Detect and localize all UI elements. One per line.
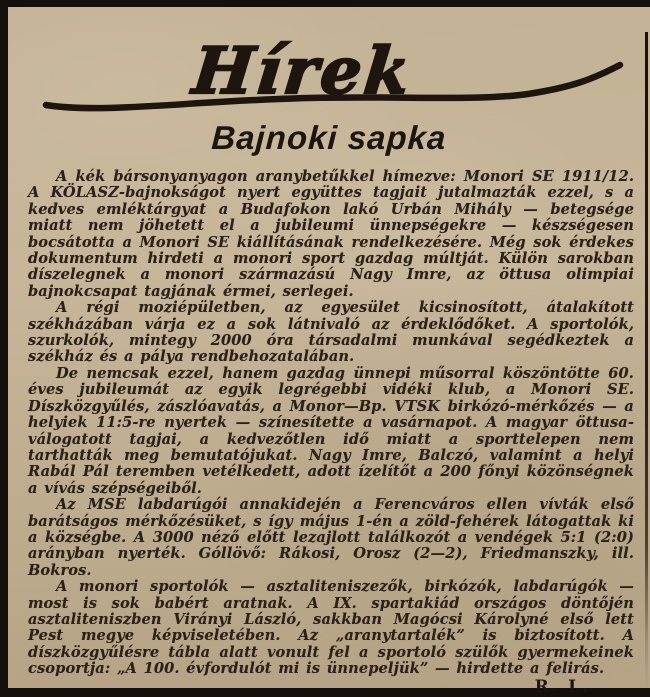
article-paragraph-1: A kék bársonyanyagon aranybetűkkel hímezve: Monori SE 1911/12. A KÖLASZ-bajnokságot nyert együttes tagjait jutalmazták ezzel, s a kedves emléktárgyat a Budafokon lakó Urbán Mihály — betegsége miatt nem jöhetett el a jubileumi ünnepségekre — készségesen bocsátotta a Monori SE kiállításának rendelkezésére. Még sok érdekes dokumentum hirdeti a monori sport gazdag múltját. Külön sarokban díszelegnek a monori származású Nagy Imre, az öttusa olimpiai bajnokcsapat tagjának érmei, serlegei. [28, 168, 634, 300]
masthead [8, 21, 650, 117]
newspaper-clipping [8, 7, 650, 697]
article-paragraph-5: A monori sportolók — asztaliteniszezők, birkózók, labdarúgók — most is sok babért aratnak. A IX. spartakiád országos döntőjén asztaliteniszben Virányi László, sakkban Magócsi Károlyné első lett Pest megye képviseletében. Az „aranytartalék” is biztosított. A díszközgyűlésre tábla alatt vonult fel a sportoló szülők gyermekeinek csoportja: „A 100. évfordulót mi is ünnepeljük” — hirdette a felirás. [28, 578, 634, 678]
article-paragraph-4: Az MSE labdarúgói annakidején a Ferencváros ellen vívták első barátságos mérkőzésüket, s így május 1-én a zöld-fehérek látogattak ki a községbe. A 3000 néző előtt lezajlott találkozót a vendégek 5:1 (2:0) arányban nyerték. Góllövő: Rákosi, Orosz (2—2), Friedmanszky, ill. Bokros. [28, 496, 634, 579]
article-headline: Bajnoki sapka [210, 119, 448, 156]
article-paragraph-2: A régi moziépületben, az egyesület kicsinosított, átalakított székházában várja ez a sok látnivaló az érdeklődőket. A sportolók, szurkolók, mintegy 2000 óra társadalmi munkával segédkeztek a székház és a pálya rendbehozatalában. [28, 299, 634, 366]
article-body [8, 167, 650, 695]
column-rule [645, 32, 648, 688]
author-initials: R. L. [534, 676, 590, 697]
article-paragraph-3: De nemcsak ezzel, hanem gazdag ünnepi műsorral köszöntötte 60. éves jubileumát az egyik legrégebbi vidéki klub, a Monori SE. Díszközgyűlés, zászlóavatás, a Monor—Bp. VTSK birkózó-mérkőzés — a helyiek 11:5-re nyertek — színesítette a vasárnapot. A magyar öttusa-válogatott tagjai, a kedvezőtlen idő miatt a sporttelepen nem tarthatták meg bemutatójukat. Nagy Imre, Balczó, valamint a helyi Rabál Pál teremben vetélkedett, adott ízelítőt a 200 főnyi közönségnek a vívás szépségeiből. [28, 364, 634, 497]
masthead-title: Hírek [189, 34, 416, 109]
masthead-graphic [8, 21, 650, 117]
